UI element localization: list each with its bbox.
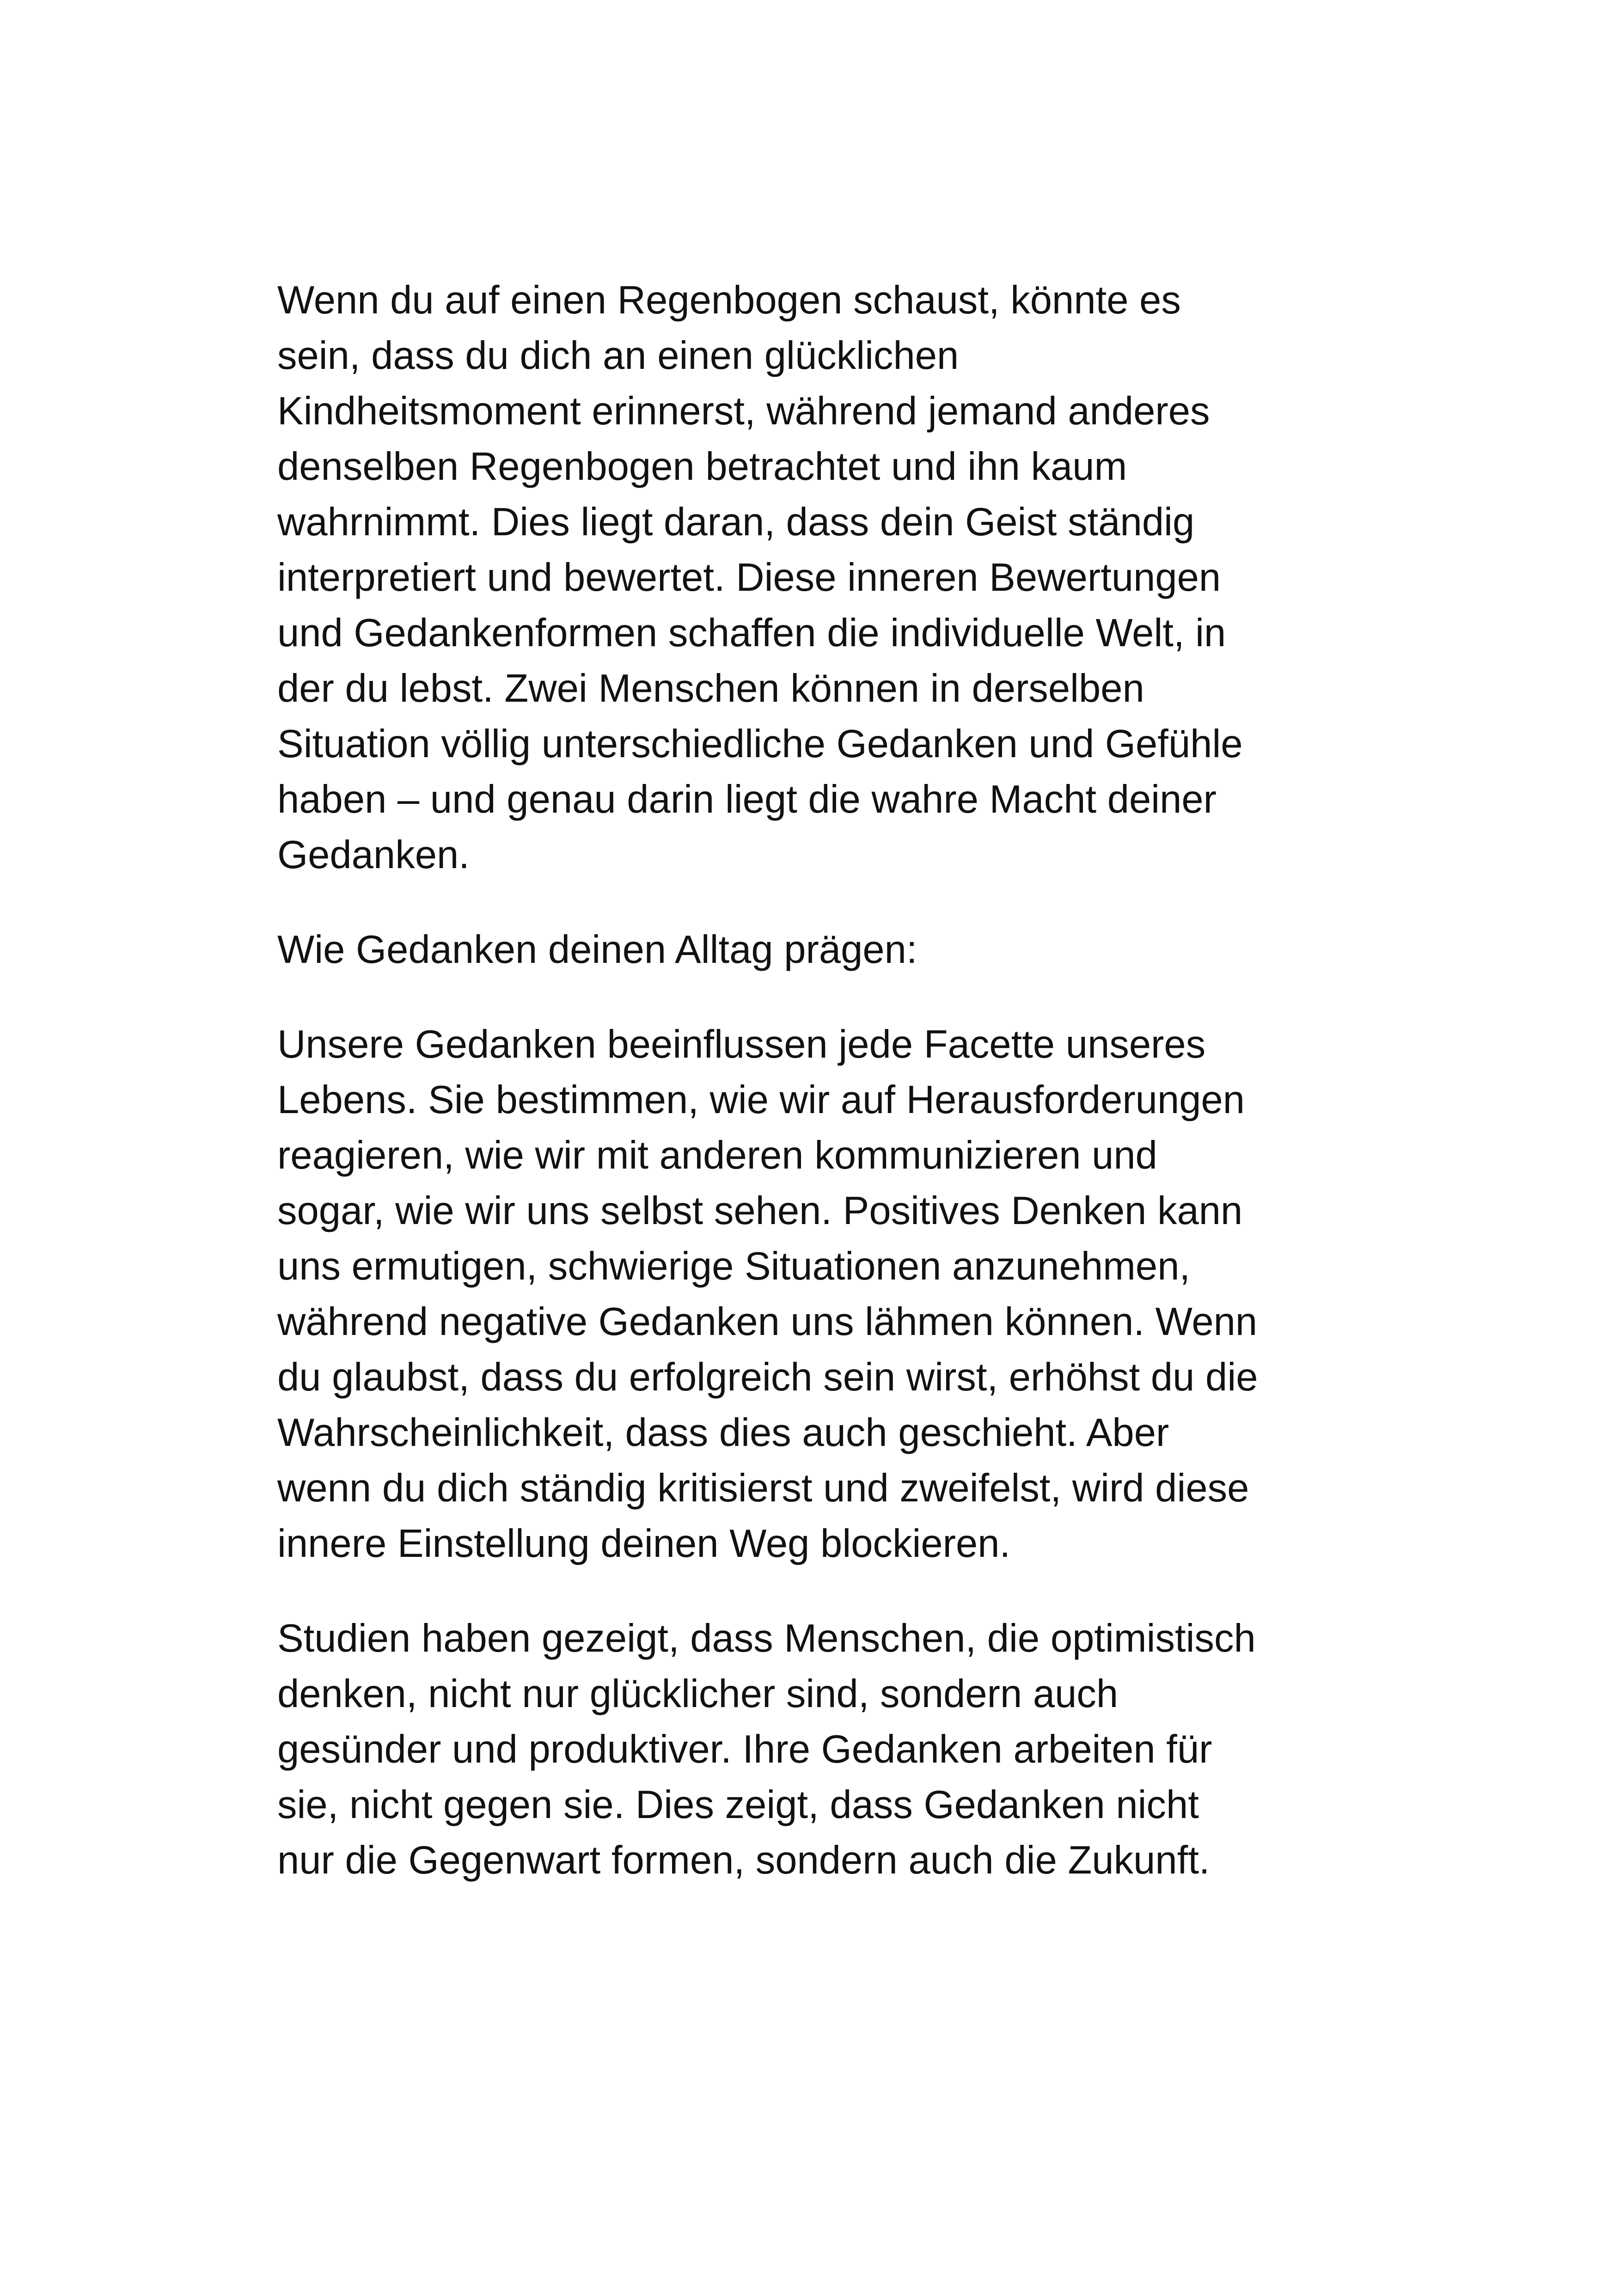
text-line: Kindheitsmoment erinnerst, während jemand anderes	[277, 389, 1210, 433]
text-line: denken, nicht nur glücklicher sind, sondern auch	[277, 1672, 1119, 1716]
text-line: Wahrscheinlichkeit, dass dies auch geschieht. Aber	[277, 1411, 1169, 1455]
text-line: interpretiert und bewertet. Diese inneren Bewertungen	[277, 556, 1221, 600]
text-line: Wenn du auf einen Regenbogen schaust, könnte es	[277, 278, 1181, 322]
body-text	[277, 273, 1354, 1888]
text-line: gesünder und produktiver. Ihre Gedanken arbeiten für	[277, 1727, 1212, 1771]
text-line: denselben Regenbogen betrachtet und ihn kaum	[277, 445, 1127, 489]
section-heading	[277, 922, 1354, 978]
paragraph-3	[277, 1611, 1354, 1888]
text-line: Unsere Gedanken beeinflussen jede Facette unseres	[277, 1022, 1206, 1066]
paragraph-1	[277, 273, 1354, 883]
paragraph-2	[277, 1017, 1354, 1572]
text-line: sie, nicht gegen sie. Dies zeigt, dass Gedanken nicht	[277, 1783, 1199, 1827]
text-line: haben – und genau darin liegt die wahre Macht deiner	[277, 778, 1217, 821]
text-line: nur die Gegenwart formen, sondern auch die Zukunft.	[277, 1838, 1210, 1882]
text-line: sogar, wie wir uns selbst sehen. Positives Denken kann	[277, 1189, 1243, 1233]
text-line: Studien haben gezeigt, dass Menschen, die optimistisch	[277, 1616, 1256, 1660]
text-line: sein, dass du dich an einen glücklichen	[277, 334, 959, 378]
text-line: innere Einstellung deinen Weg blockieren.	[277, 1522, 1011, 1566]
text-line: wahrnimmt. Dies liegt daran, dass dein Geist ständig	[277, 500, 1195, 544]
text-line: während negative Gedanken uns lähmen können. Wenn	[277, 1300, 1258, 1344]
text-line: reagieren, wie wir mit anderen kommunizieren und	[277, 1133, 1157, 1177]
text-line: und Gedankenformen schaffen die individuelle Welt, in	[277, 611, 1226, 655]
text-line: uns ermutigen, schwierige Situationen anzunehmen,	[277, 1244, 1191, 1288]
heading-line: Wie Gedanken deinen Alltag prägen:	[277, 928, 917, 972]
text-line: der du lebst. Zwei Menschen können in derselben	[277, 667, 1144, 710]
text-line: du glaubst, dass du erfolgreich sein wirst, erhöhst du die	[277, 1355, 1258, 1399]
text-line: wenn du dich ständig kritisierst und zweifelst, wird diese	[277, 1466, 1249, 1510]
text-line: Lebens. Sie bestimmen, wie wir auf Herausforderungen	[277, 1078, 1245, 1122]
text-line: Situation völlig unterschiedliche Gedanken und Gefühle	[277, 722, 1243, 766]
text-line: Gedanken.	[277, 833, 470, 877]
